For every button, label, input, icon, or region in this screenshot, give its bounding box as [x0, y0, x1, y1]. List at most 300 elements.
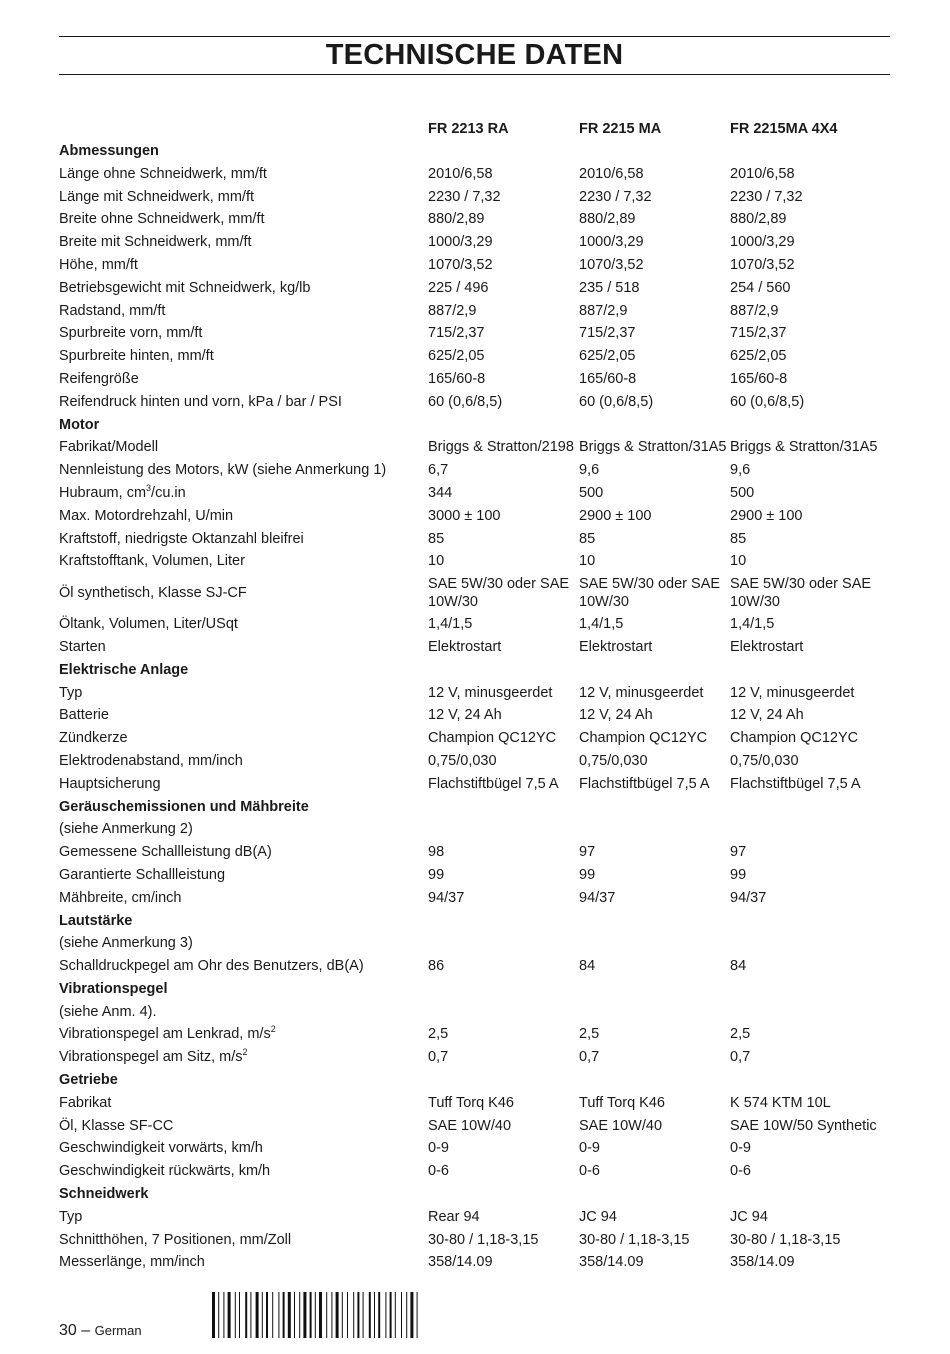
value-cell: SAE 5W/30 oder SAE 10W/30	[428, 576, 570, 611]
row-label-text: Starten	[59, 638, 106, 655]
section-title	[59, 1183, 148, 1206]
value-cell: 500	[730, 484, 755, 501]
value-cell: 0,7	[579, 1049, 600, 1066]
section-title	[59, 414, 99, 437]
barcode-bar	[378, 1292, 380, 1338]
barcode-bar	[342, 1292, 343, 1338]
value-cell: 887/2,9	[730, 302, 779, 319]
value-cell: 60 (0,6/8,5)	[730, 393, 805, 410]
value-cell: Champion QC12YC	[428, 730, 557, 747]
table-row	[59, 1160, 919, 1183]
row-label-text: (siehe Anmerkung 3)	[59, 935, 193, 952]
row-label	[59, 1251, 205, 1274]
value-cell: 0,75/0,030	[579, 752, 648, 769]
table-row	[59, 1229, 919, 1252]
row-label-text: Fabrikat	[59, 1094, 112, 1111]
value-cell: 1070/3,52	[428, 256, 493, 273]
row-label	[59, 727, 128, 750]
value-cell: Elektrostart	[579, 638, 653, 655]
value-cell: 1000/3,29	[428, 234, 493, 251]
value-cell: 2,5	[730, 1026, 751, 1043]
row-label-text: Elektrodenabstand, mm/inch	[59, 752, 243, 769]
table-row	[59, 528, 919, 551]
row-label-text: Max. Motordrehzahl, U/min	[59, 507, 234, 524]
barcode-bar	[303, 1292, 306, 1338]
row-label-text: Länge mit Schneidwerk, mm/ft	[59, 188, 255, 205]
table-row	[59, 727, 919, 750]
row-label	[59, 550, 245, 573]
row-label	[59, 573, 247, 613]
value-cell: JC 94	[579, 1208, 617, 1225]
value-cell: 9,6	[579, 462, 600, 479]
table-row	[59, 300, 919, 323]
value-cell: Tuff Torq K46	[579, 1094, 665, 1111]
value-cell: 358/14.09	[579, 1254, 644, 1271]
value-cell: 0-9	[730, 1140, 751, 1157]
table-row	[59, 391, 919, 414]
barcode-bar	[357, 1292, 359, 1338]
row-label-text: Getriebe	[59, 1072, 118, 1089]
barcode-image	[210, 1292, 505, 1340]
table-row	[59, 208, 919, 231]
value-cell: Champion QC12YC	[730, 730, 859, 747]
barcode-bar	[310, 1292, 312, 1338]
value-cell: 0-6	[579, 1163, 600, 1180]
value-cell: 358/14.09	[730, 1254, 795, 1271]
value-cell: 30-80 / 1,18-3,15	[730, 1231, 841, 1248]
section-header	[59, 659, 919, 682]
value-cell: 86	[428, 958, 445, 975]
value-cell: 97	[579, 844, 596, 861]
table-row	[59, 459, 919, 482]
value-cell: 625/2,05	[730, 348, 787, 365]
table-row	[59, 636, 919, 659]
value-cell: 30-80 / 1,18-3,15	[428, 1231, 539, 1248]
table-row	[59, 482, 919, 505]
section-header	[59, 978, 919, 1001]
table-row	[59, 1092, 919, 1115]
barcode-bar	[218, 1292, 219, 1338]
barcode-bar	[235, 1292, 236, 1338]
table-row	[59, 1115, 919, 1138]
value-cell: 1070/3,52	[730, 256, 795, 273]
value-cell: 10	[730, 553, 747, 570]
value-cell: 99	[428, 866, 445, 883]
footer-language: German	[94, 1323, 142, 1338]
row-label	[59, 254, 138, 277]
row-label-text: Höhe, mm/ft	[59, 256, 138, 273]
value-cell: 12 V, 24 Ah	[579, 707, 653, 724]
value-cell: 12 V, 24 Ah	[428, 707, 502, 724]
barcode-bar	[278, 1292, 279, 1338]
row-label	[59, 955, 364, 978]
value-cell: Elektrostart	[428, 638, 502, 655]
value-cell: 85	[428, 530, 445, 547]
section-title	[59, 796, 309, 819]
row-label	[59, 1001, 157, 1024]
barcode-bar	[283, 1292, 285, 1338]
row-label-text: Elektrische Anlage	[59, 661, 189, 678]
value-cell: 625/2,05	[428, 348, 485, 365]
value-cell: 2900 ± 100	[579, 507, 652, 524]
row-label-text: Garantierte Schallleistung	[59, 866, 226, 883]
value-cell: Flachstiftbügel 7,5 A	[428, 775, 559, 792]
table-row	[59, 277, 919, 300]
row-label	[59, 887, 182, 910]
barcode-bar	[390, 1292, 392, 1338]
value-cell: 2010/6,58	[730, 165, 795, 182]
value-cell: 0,75/0,030	[428, 752, 497, 769]
row-label-text: Kraftstoff, niedrigste Oktanzahl bleifrei	[59, 530, 304, 547]
value-cell: SAE 5W/30 oder SAE 10W/30	[579, 576, 721, 611]
barcode-bar	[331, 1292, 332, 1338]
table-row	[59, 1251, 919, 1274]
value-cell: 0,75/0,030	[730, 752, 799, 769]
value-cell: 0-6	[428, 1163, 449, 1180]
row-label	[59, 704, 109, 727]
row-label-text: Mähbreite, cm/inch	[59, 889, 182, 906]
row-label	[59, 1092, 111, 1115]
value-cell: 99	[730, 866, 747, 883]
barcode-bar	[266, 1292, 268, 1338]
value-cell: 715/2,37	[428, 325, 485, 342]
row-label	[59, 1206, 82, 1229]
row-label-text: Schneidwerk	[59, 1186, 149, 1203]
table-row	[59, 1137, 919, 1160]
value-cell: 880/2,89	[579, 211, 636, 228]
value-cell: 165/60-8	[579, 370, 637, 387]
table-row	[59, 368, 919, 391]
section-title	[59, 659, 188, 682]
row-label-text: Spurbreite vorn, mm/ft	[59, 325, 203, 342]
row-label-text: Schalldruckpegel am Ohr des Benutzers, dB(A)	[59, 958, 364, 975]
row-label	[59, 1160, 270, 1183]
value-cell: 0,7	[428, 1049, 449, 1066]
value-cell: Tuff Torq K46	[428, 1094, 514, 1111]
row-label	[59, 932, 193, 955]
table-row	[59, 613, 919, 636]
value-cell: 2230 / 7,32	[579, 188, 652, 205]
table-row	[59, 163, 919, 186]
section-title	[59, 910, 132, 933]
row-label-text: Zündkerze	[59, 730, 128, 747]
value-cell: 500	[579, 484, 604, 501]
column-header-1: FR 2213 RA	[428, 121, 509, 137]
table-row	[59, 505, 919, 528]
value-cell: 1000/3,29	[730, 234, 795, 251]
column-headers	[59, 118, 919, 140]
value-cell: 1,4/1,5	[579, 616, 624, 633]
barcode-bar	[212, 1292, 215, 1338]
barcode-bar	[363, 1292, 364, 1338]
row-label	[59, 436, 158, 459]
table-row	[59, 231, 919, 254]
barcode-bar	[250, 1292, 251, 1338]
row-label-text: Fabrikat/Modell	[59, 439, 159, 456]
section-header	[59, 414, 919, 437]
row-label-text: Spurbreite hinten, mm/ft	[59, 348, 214, 365]
value-cell: Flachstiftbügel 7,5 A	[730, 775, 861, 792]
row-label	[59, 368, 139, 391]
row-label-text: Typ	[59, 1208, 83, 1225]
row-label	[59, 1229, 291, 1252]
value-cell: 887/2,9	[428, 302, 477, 319]
row-label-text: Öl synthetisch, Klasse SJ-CF	[59, 585, 247, 602]
barcode-bar	[374, 1292, 375, 1338]
barcode-bar	[336, 1292, 339, 1338]
value-cell: 3000 ± 100	[428, 507, 501, 524]
value-cell: 1,4/1,5	[428, 616, 473, 633]
barcode-bar	[245, 1292, 247, 1338]
table-row	[59, 1206, 919, 1229]
row-label	[59, 750, 243, 773]
row-label	[59, 186, 254, 209]
value-cell: 94/37	[428, 889, 465, 906]
row-label-suffix: /cu.in	[151, 484, 186, 501]
value-cell: 625/2,05	[579, 348, 636, 365]
barcode-bar	[228, 1292, 231, 1338]
barcode-bar	[319, 1292, 322, 1338]
row-label	[59, 505, 233, 528]
value-cell: SAE 10W/40	[579, 1117, 663, 1134]
table-row	[59, 955, 919, 978]
row-label-text: Reifendruck hinten und vorn, kPa / bar / PSI	[59, 393, 342, 410]
barcode-bar	[406, 1292, 407, 1338]
barcode-bar	[262, 1292, 263, 1338]
row-label	[59, 322, 202, 345]
row-label-text: Kraftstofftank, Volumen, Liter	[59, 553, 245, 570]
barcode-bar	[410, 1292, 413, 1338]
row-label	[59, 300, 165, 323]
row-label-text: Radstand, mm/ft	[59, 302, 166, 319]
value-cell: 715/2,37	[730, 325, 787, 342]
column-header-3: FR 2215MA 4X4	[730, 121, 838, 137]
table-row	[59, 864, 919, 887]
value-cell: 225 / 496	[428, 279, 489, 296]
table-row	[59, 1001, 919, 1024]
value-cell: 84	[730, 958, 747, 975]
barcode-bar	[417, 1292, 418, 1338]
value-cell: 880/2,89	[730, 211, 787, 228]
page-number: 30	[59, 1322, 77, 1339]
row-label-text: Geschwindigkeit vorwärts, km/h	[59, 1140, 263, 1157]
barcode-bar	[401, 1292, 402, 1338]
row-label-text: (siehe Anmerkung 2)	[59, 821, 193, 838]
value-cell: 1000/3,29	[579, 234, 644, 251]
value-cell: 0-9	[579, 1140, 600, 1157]
row-label-text: Gemessene Schallleistung dB(A)	[59, 844, 272, 861]
table-row	[59, 682, 919, 705]
value-cell: 60 (0,6/8,5)	[579, 393, 654, 410]
value-cell: 60 (0,6/8,5)	[428, 393, 503, 410]
value-cell: 99	[579, 866, 596, 883]
row-label-text: Betriebsgewicht mit Schneidwerk, kg/lb	[59, 279, 311, 296]
row-label-text: Abmessungen	[59, 143, 159, 159]
row-label-text: Schnitthöhen, 7 Positionen, mm/Zoll	[59, 1231, 292, 1248]
barcode-bar	[256, 1292, 259, 1338]
row-label	[59, 459, 386, 482]
barcode-bar	[347, 1292, 348, 1338]
value-cell: Elektrostart	[730, 638, 804, 655]
row-label	[59, 636, 106, 659]
value-cell: 30-80 / 1,18-3,15	[579, 1231, 690, 1248]
value-cell: 0-6	[730, 1163, 751, 1180]
superscript: 3	[146, 482, 152, 493]
column-header-2: FR 2215 MA	[579, 121, 662, 137]
row-label	[59, 773, 161, 796]
table-row	[59, 436, 919, 459]
row-label-text: Geräuschemissionen und Mähbreite	[59, 798, 309, 815]
value-cell: 165/60-8	[428, 370, 486, 387]
value-cell: 165/60-8	[730, 370, 788, 387]
value-cell: K 574 KTM 10L	[730, 1094, 831, 1111]
row-label-text: Hauptsicherung	[59, 775, 161, 792]
row-label	[59, 208, 265, 231]
spec-table	[59, 140, 919, 1274]
row-label	[59, 1115, 173, 1138]
row-label	[59, 1137, 263, 1160]
row-label	[59, 864, 225, 887]
row-label-text: (siehe Anm. 4).	[59, 1003, 157, 1020]
value-cell: 2010/6,58	[579, 165, 644, 182]
row-label	[59, 482, 186, 505]
value-cell: 2230 / 7,32	[730, 188, 803, 205]
value-cell: 254 / 560	[730, 279, 791, 296]
value-cell: 10	[579, 553, 596, 570]
row-label-text: Hubraum, cm	[59, 484, 147, 501]
page-title: TECHNISCHE DATEN	[325, 39, 624, 71]
row-label	[59, 682, 82, 705]
row-label-text: Messerlänge, mm/inch	[59, 1254, 205, 1271]
value-cell: 2010/6,58	[428, 165, 493, 182]
barcode-bar	[288, 1292, 291, 1338]
title-bar	[59, 36, 890, 75]
row-label	[59, 1046, 248, 1069]
value-cell: 10	[428, 553, 445, 570]
barcode-bar	[315, 1292, 316, 1338]
value-cell: 85	[730, 530, 747, 547]
row-label	[59, 613, 238, 636]
value-cell: Champion QC12YC	[579, 730, 708, 747]
value-cell: 1070/3,52	[579, 256, 644, 273]
value-cell: Briggs & Stratton/31A5	[730, 439, 878, 456]
section-title	[59, 140, 159, 163]
section-header	[59, 796, 919, 819]
table-row	[59, 932, 919, 955]
row-label-text: Öltank, Volumen, Liter/USqt	[59, 616, 238, 633]
row-label-text: Breite mit Schneidwerk, mm/ft	[59, 234, 252, 251]
row-label-text: Vibrationspegel	[59, 980, 168, 997]
value-cell: 12 V, 24 Ah	[730, 707, 804, 724]
value-cell: 2900 ± 100	[730, 507, 803, 524]
row-label-text: Vibrationspegel am Lenkrad, m/s	[59, 1026, 271, 1043]
value-cell: 98	[428, 844, 445, 861]
value-cell: JC 94	[730, 1208, 768, 1225]
value-cell: SAE 10W/40	[428, 1117, 512, 1134]
value-cell: Briggs & Stratton/31A5	[579, 439, 727, 456]
table-row	[59, 773, 919, 796]
value-cell: 0-9	[428, 1140, 449, 1157]
row-label	[59, 528, 304, 551]
value-cell: 94/37	[579, 889, 616, 906]
barcode-bar	[272, 1292, 273, 1338]
value-cell: SAE 10W/50 Synthetic	[730, 1117, 877, 1134]
barcode-bar	[385, 1292, 386, 1338]
value-cell: 12 V, minusgeerdet	[579, 684, 704, 701]
table-row	[59, 818, 919, 841]
section-header	[59, 1069, 919, 1092]
table-row	[59, 887, 919, 910]
superscript: 2	[270, 1024, 276, 1035]
section-title	[59, 978, 168, 1001]
value-cell: 85	[579, 530, 596, 547]
section-header	[59, 910, 919, 933]
value-cell: 1,4/1,5	[730, 616, 775, 633]
value-cell: 97	[730, 844, 747, 861]
barcode-bar	[353, 1292, 354, 1338]
barcode-bar	[239, 1292, 240, 1338]
row-label-text: Nennleistung des Motors, kW (siehe Anmerkung 1)	[59, 462, 387, 479]
row-label-text: Batterie	[59, 707, 109, 724]
barcode-bar	[294, 1292, 295, 1338]
table-row	[59, 345, 919, 368]
value-cell: Briggs & Stratton/2198	[428, 439, 574, 456]
value-cell: 94/37	[730, 889, 767, 906]
row-label	[59, 163, 267, 186]
row-label-text: Typ	[59, 684, 83, 701]
value-cell: 9,6	[730, 462, 751, 479]
page-footer	[59, 1322, 142, 1340]
value-cell: 344	[428, 484, 453, 501]
table-row	[59, 750, 919, 773]
table-row	[59, 841, 919, 864]
value-cell: 0,7	[730, 1049, 751, 1066]
value-cell: 12 V, minusgeerdet	[428, 684, 553, 701]
value-cell: SAE 5W/30 oder SAE 10W/30	[730, 576, 872, 611]
value-cell: 84	[579, 958, 596, 975]
value-cell: 235 / 518	[579, 279, 640, 296]
table-row	[59, 186, 919, 209]
value-cell: 887/2,9	[579, 302, 628, 319]
table-row	[59, 1023, 919, 1046]
row-label-text: Motor	[59, 416, 100, 433]
row-label	[59, 818, 193, 841]
row-label-text: Lautstärke	[59, 912, 133, 929]
row-label-text: Geschwindigkeit rückwärts, km/h	[59, 1163, 271, 1180]
value-cell: 358/14.09	[428, 1254, 493, 1271]
value-cell: 12 V, minusgeerdet	[730, 684, 855, 701]
barcode-bar	[395, 1292, 396, 1338]
superscript: 2	[242, 1047, 248, 1058]
section-title	[59, 1069, 118, 1092]
table-row	[59, 704, 919, 727]
row-label	[59, 841, 272, 864]
row-label-text: Öl, Klasse SF-CC	[59, 1117, 174, 1134]
barcode-bar	[223, 1292, 224, 1338]
value-cell: 2230 / 7,32	[428, 188, 501, 205]
value-cell: 880/2,89	[428, 211, 485, 228]
value-cell: 2,5	[428, 1026, 449, 1043]
row-label-text: Breite ohne Schneidwerk, mm/ft	[59, 211, 265, 228]
section-header	[59, 1183, 919, 1206]
value-cell: 715/2,37	[579, 325, 636, 342]
row-label	[59, 391, 342, 414]
value-cell: 2,5	[579, 1026, 600, 1043]
row-label-text: Reifengröße	[59, 370, 139, 387]
table-row	[59, 1046, 919, 1069]
table-row	[59, 550, 919, 573]
barcode-bar	[299, 1292, 300, 1338]
